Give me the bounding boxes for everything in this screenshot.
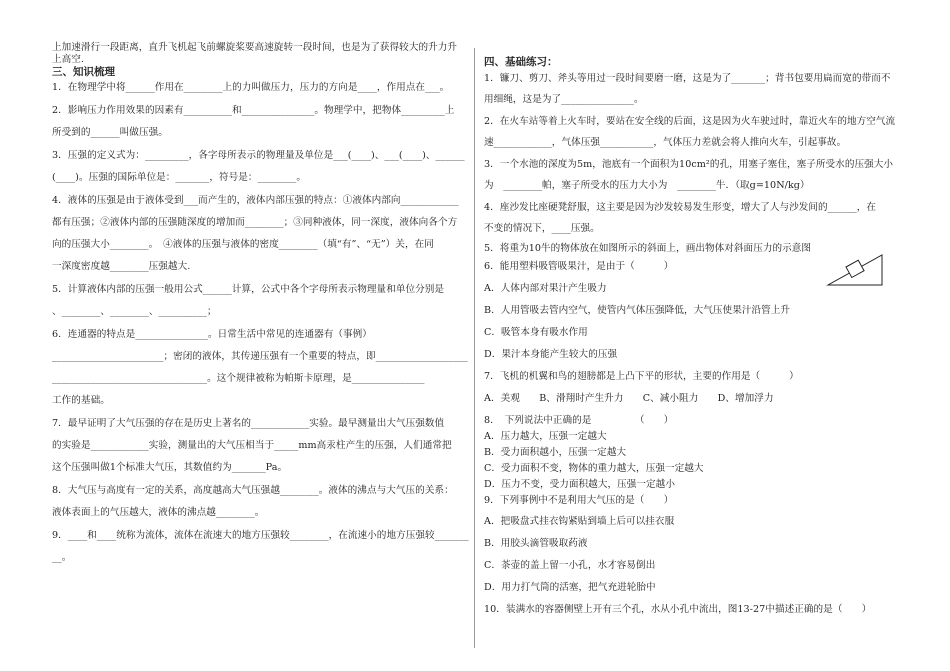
left-column [52,42,472,564]
practice-item [484,393,902,405]
knowledge-item-line: (____)。压强的国际单位是：_______，符号是：________。 [52,172,306,183]
practice-item-line: A．压力越大，压强一定越大 [484,431,607,442]
knowledge-items [52,82,472,564]
incline-block-figure [826,253,884,287]
section-title-practice: 四、基础练习： [484,56,558,68]
practice-item [484,582,902,594]
practice-item-line: 2．在火车站等着上火车时，要站在安全线的后面，这是因为火车驶过时，靠近火车的地方空气流 [484,116,896,127]
knowledge-item [52,150,472,184]
knowledge-item-line: 3．压强的定义式为：_________，各字母所表示的物理量及单位是___(____)、___(____)、______ [52,150,465,161]
practice-item-line: A．美观 B、滑翔时产生升力 C、减小阻力 D、增加浮力 [484,393,774,404]
knowledge-item [52,284,472,318]
practice-item [484,560,902,572]
practice-item-line: C．茶壶的盖上留一小孔，水才容易倒出 [484,560,656,571]
practice-item [484,73,902,106]
practice-item-line: 9．下列事例中不是利用大气压的是（ ） [484,495,674,506]
practice-items [484,73,902,616]
practice-item [484,516,902,528]
practice-item-line: B．受力面积越小，压强一定越大 [484,447,627,458]
practice-item-line: 6．能用塑料吸管吸果汁，是由于（ ） [484,261,674,272]
knowledge-item [52,105,472,139]
practice-item-line: B．用胶头滴管吸取药液 [484,538,588,549]
knowledge-item-line: 2．影响压力作用效果的因素有__________和_______________。物理学中，把物体_________上 [52,105,455,116]
practice-item-line: 为 ________帕，塞子所受水的压力大小为 ________牛．（取g=10N/kg） [484,180,810,191]
practice-item-line: 4．座沙发比座硬凳舒服，这主要是因为沙发较易发生形变，增大了人与沙发间的______，在 [484,202,877,213]
knowledge-item-line: 6．连通器的特点是_______________。日常生活中常见的连通器有（事例） [52,329,372,340]
knowledge-item-line: __。 [52,552,72,563]
right-column [484,42,902,616]
knowledge-item-line: 都有压强；②液体内部的压强随深度的增加而________；③同种液体，同一深度，液体向各个方 [52,217,458,228]
knowledge-item [52,329,472,407]
practice-item-line: 10．装满水的容器侧壁上开有三个孔，水从小孔中流出，图13-27中描述正确的是（ ） [484,604,872,615]
intro-line: 上高空. [52,54,85,65]
knowledge-item-line: 8．大气压与高度有一定的关系，高度越高大气压强越________。液体的沸点与大气压的关系： [52,485,454,496]
knowledge-item [52,530,472,564]
knowledge-item [52,195,472,273]
knowledge-item-line: 的实验是____________实验，测量出的大气压相当于_____mm高汞柱产生的压强，人们通常把 [52,440,452,451]
practice-item-line: 1．镰刀、剪刀、斧头等用过一段时间要磨一磨，这是为了_______；背书包要用扁而宽的带而不 [484,73,891,84]
practice-item [484,305,902,317]
practice-item-line: A．把吸盘式挂衣钩紧贴到墙上后可以挂衣服 [484,516,675,527]
knowledge-item [52,485,472,519]
knowledge-item-line: 工作的基础。 [52,395,110,406]
practice-item-line: D．用力打气筒的活塞，把气充进轮胎中 [484,582,656,593]
practice-item [484,415,902,507]
practice-item-line: D．果汁本身能产生较大的压强 [484,349,618,360]
practice-item [484,349,902,361]
knowledge-item-line: 液体表面上的气压越大，液体的沸点越________。 [52,507,265,518]
knowledge-item-line: 向的压强大小________。 ④液体的压强与液体的密度________（填“有”、“无”）关，在同 [52,239,434,250]
practice-item-line: 7．飞机的机翼和鸟的翅膀都是上凸下平的形状，主要的作用是（ ） [484,371,799,382]
knowledge-item-line: 5．计算液体内部的压强一般用公式______计算，公式中各个字母所表示物理量和单位分别是 [52,284,445,295]
knowledge-item [52,418,472,474]
knowledge-item-line: 、________、________、__________； [52,306,217,317]
knowledge-item [52,82,472,94]
practice-item [484,604,902,616]
knowledge-item-line: _______________________；密闭的液体，其传递压强有一个重要的特点，即___________________ [52,351,468,362]
practice-item [484,159,902,192]
knowledge-item-line: ________________________________。这个规律被称为帕斯卡原理，是_______________ [52,373,425,384]
practice-item [484,538,902,550]
practice-item-line: 不变的情况下，____压强。 [484,223,600,234]
section-title-knowledge: 三、知识梳理 [52,66,115,78]
practice-item [484,202,902,235]
knowledge-item-line: 7．最早证明了大气压强的存在是历史上著名的____________实验。最早测量出大气压强数值 [52,418,445,429]
practice-item-line: 用细绳，这是为了_______________。 [484,94,644,105]
intro-line: 上加速滑行一段距离，直升飞机起飞前螺旋桨要高速旋转一段时间，也是为了获得较大的升力升 [52,42,458,53]
practice-item-line: B．人用管吸去管内空气，使管内气体压强降低，大气压使果汁沿管上升 [484,305,791,316]
knowledge-item-line: 这个压强叫做1个标准大气压，其数值约为_______Pa。 [52,462,288,473]
practice-item [484,327,902,339]
knowledge-item-line: 所受到的______叫做压强。 [52,127,168,138]
practice-item-line: 8． 下列说法中正确的是 （ ） [484,415,674,426]
knowledge-item-line: 一深度密度越________压强越大. [52,261,191,272]
knowledge-item-line: 1．在物理学中将______作用在________上的力叫做压力，压力的方向是____，作用点在___。 [52,82,450,93]
practice-item-line: C．吸管本身有吸水作用 [484,327,588,338]
practice-item [484,116,902,149]
practice-item-line: 5．将重为10牛的物体放在如图所示的斜面上，画出物体对斜面压力的示意图 [484,243,812,254]
column-divider [474,48,475,648]
practice-item-line: C．受力面积不变，物体的重力越大，压强一定越大 [484,463,704,474]
practice-item-line: A．人体内部对果汁产生吸力 [484,283,607,294]
practice-item-line: 速____________，气体压强___________，气体压力差就会将人推向火车，引起事故。 [484,137,847,148]
block-shape [846,260,864,277]
practice-item-line: D．压力不变，受力面积越大，压强一定越小 [484,479,675,490]
practice-item [484,371,902,383]
practice-item-line: 3．一个水池的深度为5m，池底有一个面积为10cm²的孔，用塞子塞住，塞子所受水的压强大小 [484,159,894,170]
knowledge-item-line: 4．液体的压强是由于液体受到___而产生的，液体内部压强的特点：①液体内部向____________ [52,195,459,206]
knowledge-item-line: 9．____和____统称为流体，流体在流速大的地方压强较________，在流速小的地方压强较_______ [52,530,469,541]
